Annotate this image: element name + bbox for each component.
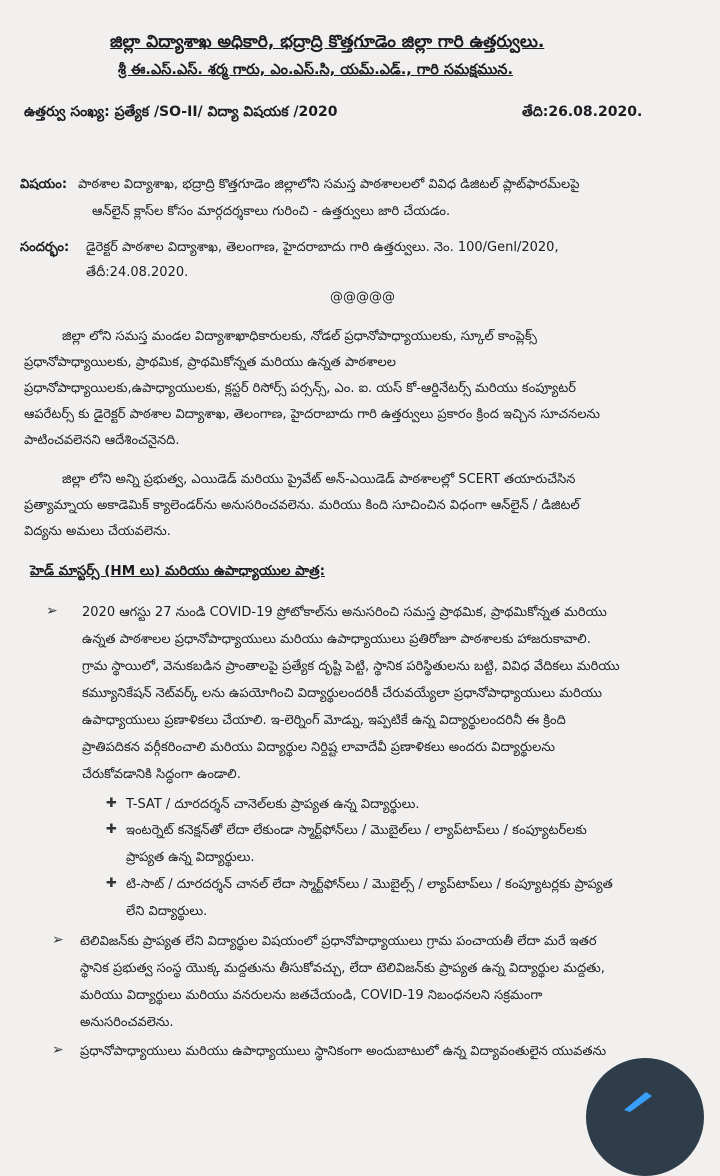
bullet2-line: మరియు విద్యార్థులు మరియు వనరులను జతచేయండి, COVID-19 నిబంధనలని సక్రమంగా xyxy=(80,988,543,1003)
paragraph1-line: పాటించవలెనని ఆదేశించనైనది. xyxy=(24,433,180,448)
paragraph2-line: జిల్లా లోని అన్ని ప్రభుత్వ, ఎయిడెడ్ మరియు ప్రైవేట్ అన్-ఎయిడెడ్ పాఠశాలల్లో SCERT తయారుచేసిన xyxy=(62,472,576,487)
order-number: ఉత్తర్వు సంఖ్య: ప్రత్యేక /SO-II/ విద్యా విషయక /2020 xyxy=(24,104,338,120)
separator: @@@@@ xyxy=(330,290,395,305)
sub-item-line: ప్రాప్యత ఉన్న విద్యార్థులు. xyxy=(126,850,255,865)
bullet1-line: ఉపాధ్యాయులు ప్రణాళికలు చేయాలి. ఇ-లెర్నింగ్ మోడ్ను, ఇప్పటికే ఉన్న విద్యార్థులందరినీ ఈ క్రింది xyxy=(82,713,566,728)
bullet1-line: చేరుకోవడానికి సిద్ధంగా ఉండాలి. xyxy=(82,767,241,782)
bullet1-line: 2020 ఆగస్టు 27 నుండి COVID-19 ప్రోటోకాల్‌ను అనుసరించి సమస్త ప్రాథమిక, ప్రాథమికోన్నత మరియు xyxy=(82,605,607,620)
paragraph1-line: జిల్లా లోని సమస్త మండల విద్యాశాఖాధికారులకు, నోడల్ ప్రధానోపాధ్యాయులకు, స్కూల్ కాంప్లెక్స్ xyxy=(62,329,537,344)
bullet1-line: ప్రాతిపదికన వర్గీకరించాలి మరియు విద్యార్థుల నిర్దిష్ట లావాదేవీ ప్రణాళికలు అందరు విద్యార్థులను xyxy=(82,740,555,755)
bullet2-line: టెలివిజన్‌కు ప్రాప్యత లేని విద్యార్థుల విషయంలో ప్రధానోపాధ్యాయులు గ్రామ పంచాయతీ లేదా మరే ఇతర xyxy=(80,934,597,949)
sub-bullet-icon: ✚ xyxy=(106,822,117,837)
bullet-arrow-icon: ➢ xyxy=(52,1042,64,1058)
bullet1-line: ఉన్నత పాఠశాలల ప్రధానోపాధ్యాయులు మరియు ఉపాధ్యాయులు ప్రతిరోజూ పాఠశాలకు హాజరుకావాలి. xyxy=(82,632,591,647)
sub-item-line: లేని విద్యార్థులు. xyxy=(126,904,208,919)
header-title: జిల్లా విద్యాశాఖ అధికారి, భద్రాద్రి కొత్తగూడెం జిల్లా గారి ఉత్తర్వులు. xyxy=(110,32,545,52)
paragraph1-line: ప్రధానోపాధ్యాయిలకు, ప్రాథమిక, ప్రాథమికోన్నత మరియు ఉన్నత పాఠశాలల xyxy=(24,355,396,370)
pencil-icon[interactable] xyxy=(618,1088,658,1108)
sub-item-line: ఇంటర్నెట్ కనెక్షన్‌తో లేదా లేకుండా స్మార్ట్‌ఫోన్‌లు / మొబైల్‌లు / ల్యాప్‌టాప్‌లు / కంప్యూటర్‌లకు xyxy=(126,823,587,838)
reference-line-2: తేదీ:24.08.2020. xyxy=(86,265,189,280)
pencil-icon-svg xyxy=(618,1088,658,1112)
edit-fab-button[interactable] xyxy=(586,1058,704,1176)
reference-line-1: డైరెక్టర్ పాఠశాల విద్యాశాఖ, తెలంగాణ, హైదరాబాదు గారి ఉత్తర్వులు. నెం. 100/Genl/2020, xyxy=(86,240,559,255)
subject-line-1: పాఠశాల విద్యాశాఖ, భద్రాద్రి కొత్తగూడెం జిల్లాలోని సమస్త పాఠశాలలలో వివిధ డిజిటల్ ప్లాట్‌ఫారమ్‌లపై xyxy=(78,177,580,192)
subject-line-2: ఆన్‌లైన్ క్లాస్‌ల కోసం మార్గదర్శకాలు గురించి - ఉత్తర్వులు జారి చేయడం. xyxy=(92,204,451,219)
sub-item-line: టి-సాట్ / దూరదర్శన్ చానల్ లేదా స్మార్ట్‌ఫోన్‌లు / మొబైల్స్ / ల్యాప్‌టాప్‌లు / కంప్యూటర్లకు ప్రాప్యత xyxy=(126,877,613,892)
paragraph2-line: విద్యను అమలు చేయవలెను. xyxy=(24,524,171,539)
subject-label: విషయం: xyxy=(20,177,68,192)
reference-label: సందర్భం: xyxy=(20,240,70,255)
section-heading: హెడ్ మాస్టర్స్ (HM లు) మరియు ఉపాధ్యాయుల పాత్ర: xyxy=(30,563,325,579)
bullet1-line: కమ్యూనికేషన్ నెట్‌వర్క్ లను ఉపయోగించి విద్యార్థులందరికీ చేరువయ్యేలా ప్రధానోపాధ్యాయులు మరియు xyxy=(82,686,602,701)
bullet3-line: ప్రధానోపాధ్యాయులు మరియు ఉపాధ్యాయులు స్థానికంగా అందుబాటులో ఉన్న విద్యావంతులైన యువతను xyxy=(80,1044,607,1059)
header-subtitle: శ్రీ ఈ.ఎస్.ఎస్. శర్మ గారు, ఎం.ఎస్.సి, యమ్.ఎడ్., గారి సమక్షమున. xyxy=(118,62,513,78)
bullet2-line: అనుసరించవలెను. xyxy=(80,1015,174,1030)
paragraph1-line: ఆపరేటర్స్ కు డైరెక్టర్ పాఠశాల విద్యాశాఖ, తెలంగాణ, హైదరాబాదు గారి ఉత్తర్వులు ప్రకారం క్రింద ఇచ్చిన సూచనలను xyxy=(24,407,601,422)
paragraph1-line: ప్రధానోపాధ్యాయిలకు,ఉపాధ్యాయులకు, క్లస్టర్ రిసోర్స్ పర్సన్స్, ఎం. ఐ. యస్ కో-ఆర్డినేటర్స్ మరియు కంప్యూటర్ xyxy=(24,381,577,396)
bullet2-line: స్థానిక ప్రభుత్వ సంస్థ యొక్క మద్దతును తీసుకోవచ్చు, లేదా టెలివిజన్‌కు ప్రాప్యత ఉన్న విద్యార్థుల మద్దతు, xyxy=(80,961,605,976)
sub-bullet-icon: ✚ xyxy=(106,796,117,811)
bullet-arrow-icon: ➢ xyxy=(46,603,58,619)
bullet-arrow-icon: ➢ xyxy=(52,932,64,948)
sub-bullet-icon: ✚ xyxy=(106,876,117,891)
order-date: తేది:26.08.2020. xyxy=(522,104,643,120)
paragraph2-line: ప్రత్యామ్నాయ అకాడెమిక్ క్యాలెండర్‌ను అనుసరించవలెను. మరియు కింది సూచించిన విధంగా ఆన్‌లైన్ / డిజిటల్ xyxy=(24,498,580,513)
bullet1-line: గ్రామ స్థాయిలో, వెనుకబడిన ప్రాంతాలపై ప్రత్యేక దృష్టి పెట్టి, స్థానిక పరిస్థితులను బట్టి, వివిధ వేదికలు మరియు xyxy=(82,659,620,674)
sub-item-line: T-SAT / దూరదర్శన్ చానెల్‌లకు ప్రాప్యత ఉన్న విద్యార్థులు. xyxy=(126,797,420,812)
